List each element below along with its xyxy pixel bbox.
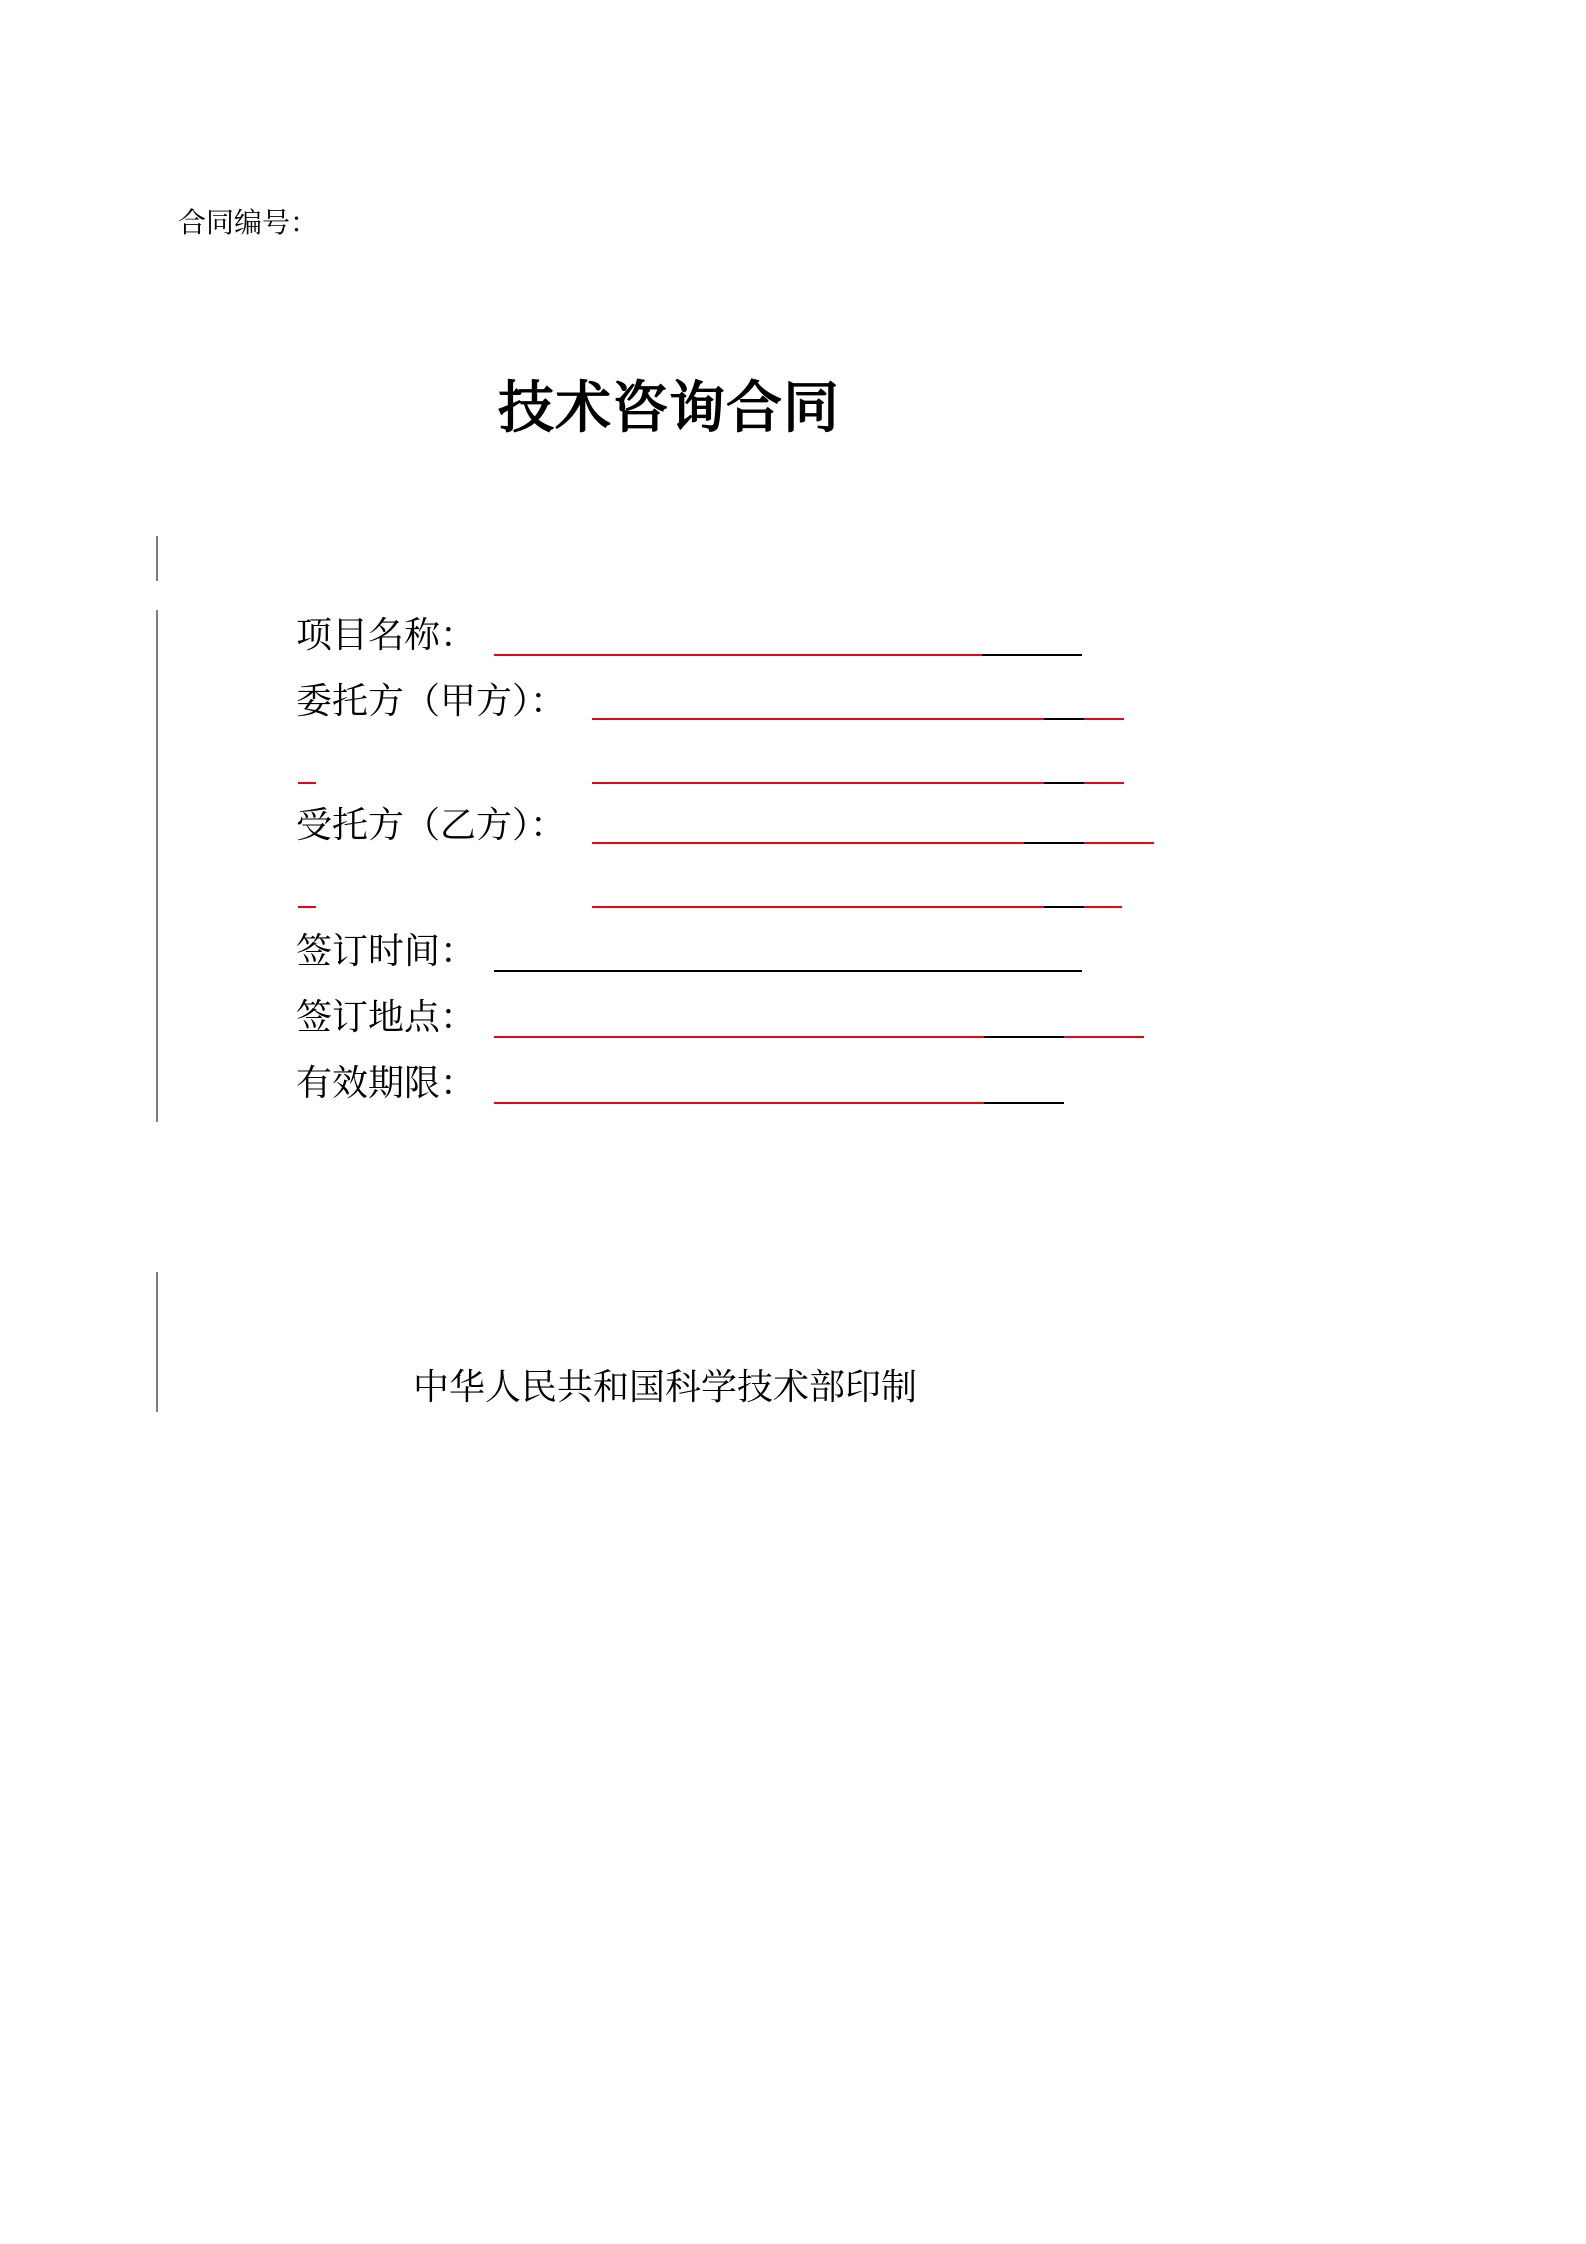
- party-a-underline-2[interactable]: [592, 782, 1044, 784]
- printer-statement: 中华人民共和国科学技术部印制: [413, 1367, 918, 1408]
- signing-date-underline[interactable]: [494, 970, 1082, 972]
- project-name-underline[interactable]: [494, 654, 982, 656]
- party-a-underline-2-tail: [1044, 782, 1084, 784]
- party-b-underline-tail: [1024, 842, 1084, 844]
- party-a-underline[interactable]: [592, 718, 1044, 720]
- validity-period-underline-tail: [984, 1102, 1064, 1104]
- signing-place-underline[interactable]: [494, 1036, 984, 1038]
- party-a-continuation-mark: [298, 782, 316, 784]
- document-title: 技术咨询合同: [498, 376, 840, 441]
- party-b-underline-2-tail: [1044, 906, 1084, 908]
- signing-date-label: 签订时间：: [296, 931, 477, 972]
- margin-bar: [156, 610, 158, 1122]
- margin-bar: [156, 536, 158, 581]
- party-a-underline-end: [1084, 718, 1124, 720]
- margin-bar: [156, 1272, 158, 1412]
- party-b-underline-2-end: [1084, 906, 1122, 908]
- project-name-label: 项目名称：: [296, 615, 477, 656]
- validity-period-underline[interactable]: [494, 1102, 984, 1104]
- party-a-underline-2-end: [1084, 782, 1124, 784]
- validity-period-label: 有效期限：: [296, 1063, 477, 1104]
- party-b-underline-end: [1084, 842, 1154, 844]
- project-name-underline-tail: [982, 654, 1082, 656]
- party-b-underline[interactable]: [592, 842, 1024, 844]
- signing-place-label: 签订地点：: [296, 997, 477, 1038]
- signing-place-underline-tail: [984, 1036, 1064, 1038]
- contract-number-label: 合同编号：: [178, 206, 319, 239]
- party-b-underline-2[interactable]: [592, 906, 1044, 908]
- party-b-continuation-mark: [298, 906, 316, 908]
- party-a-label: 委托方（甲方）：: [296, 681, 567, 722]
- signing-place-underline-end: [1064, 1036, 1144, 1038]
- party-b-label: 受托方（乙方）：: [296, 805, 567, 846]
- party-a-underline-tail: [1044, 718, 1084, 720]
